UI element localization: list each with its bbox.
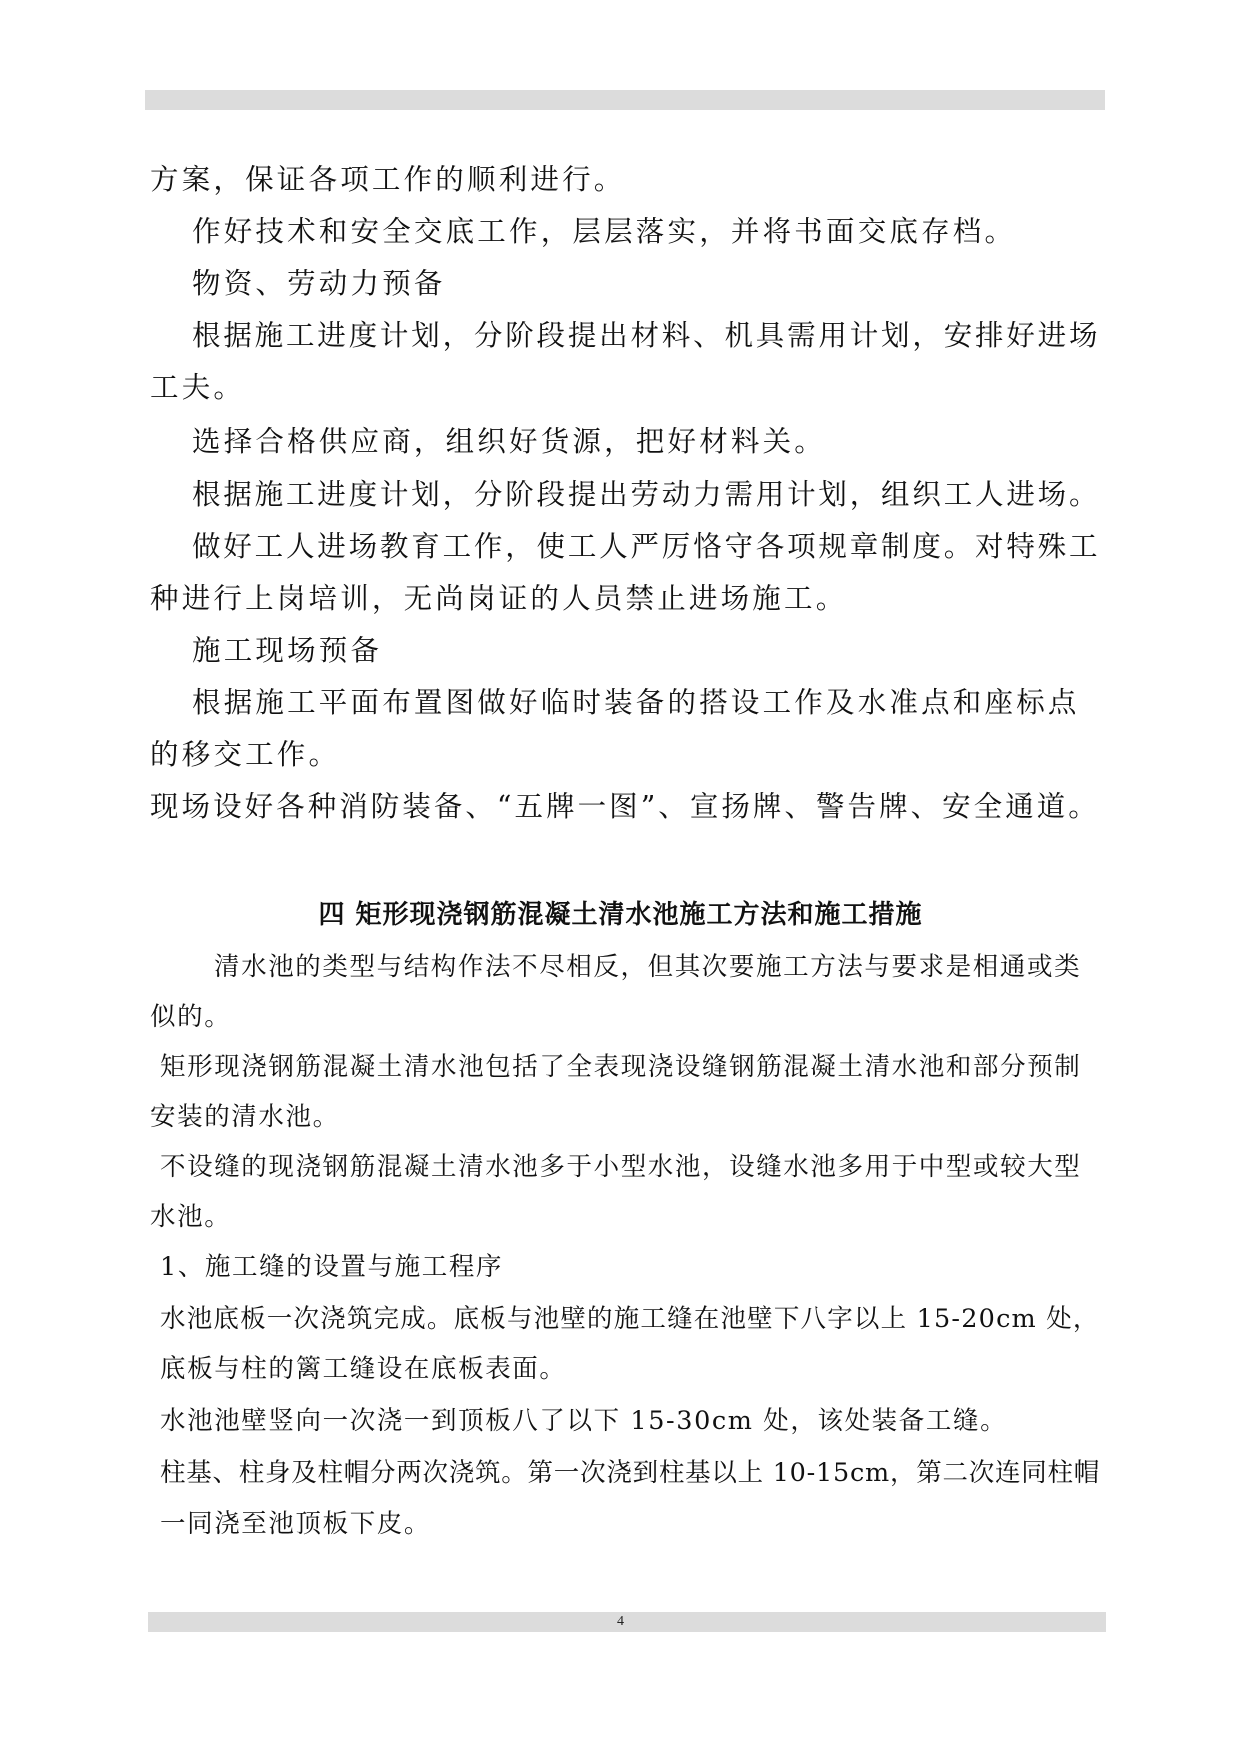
section-line: 水池池壁竖向一次浇一到顶板八了以下 15-30cm 处，该处装备工缝。 xyxy=(160,1406,1008,1436)
paragraph-line: 的移交工作。 xyxy=(150,738,341,771)
paragraph-line: 种进行上岗培训，无尚岗证的人员禁止进场施工。 xyxy=(150,582,848,615)
section-line: 水池。 xyxy=(150,1202,232,1232)
paragraph-line: 做好工人进场教育工作，使工人严厉恪守各项规章制度。对特殊工 xyxy=(192,530,1101,563)
section-line: 底板与柱的篱工缝设在底板表面。 xyxy=(160,1354,567,1384)
section-line: 安装的清水池。 xyxy=(150,1102,340,1132)
subheading-site-preparation: 施工现场预备 xyxy=(192,634,383,667)
paragraph-line: 工夫。 xyxy=(150,371,246,404)
paragraph-line: 根据施工进度计划，分阶段提出劳动力需用计划，组织工人进场。 xyxy=(192,478,1101,511)
paragraph-line: 作好技术和安全交底工作，层层落实，并将书面交底存档。 xyxy=(192,215,1017,248)
section-line: 清水池的类型与结构作法不尽相反，但其次要施工方法与要求是相通或类 xyxy=(214,952,1082,982)
paragraph-line: 根据施工进度计划，分阶段提出材料、机具需用计划，安排好进场 xyxy=(192,319,1101,352)
subheading-materials-labor: 物资、劳动力预备 xyxy=(192,267,446,300)
paragraph-line: 方案，保证各项工作的顺利进行。 xyxy=(150,163,626,196)
section-line: 似的。 xyxy=(150,1002,232,1032)
paragraph-line: 现场设好各种消防装备、“五牌一图”、宣扬牌、警告牌、安全通道。 xyxy=(150,790,1100,823)
section-line: 不设缝的现浇钢筋混凝土清水池多于小型水池，设缝水池多用于中型或较大型 xyxy=(160,1152,1082,1182)
section-heading: 四 矩形现浇钢筋混凝土清水池施工方法和施工措施 xyxy=(318,900,923,930)
numbered-subheading: 1、施工缝的设置与施工程序 xyxy=(160,1252,504,1282)
page-header-bar xyxy=(145,90,1105,110)
page-number: 4 xyxy=(617,1614,624,1629)
section-line: 柱基、柱身及柱帽分两次浇筑。第一次浇到柱基以上 10-15cm，第二次连同柱帽 xyxy=(160,1458,1100,1488)
section-line: 矩形现浇钢筋混凝土清水池包括了全表现浇设缝钢筋混凝土清水池和部分预制 xyxy=(160,1052,1082,1082)
section-line: 水池底板一次浇筑完成。底板与池壁的施工缝在池壁下八字以上 15-20cm 处， xyxy=(160,1304,1100,1334)
paragraph-line: 选择合格供应商，组织好货源，把好材料关。 xyxy=(192,425,827,458)
section-line: 一同浇至池顶板下皮。 xyxy=(160,1509,432,1539)
paragraph-line: 根据施工平面布置图做好临时装备的搭设工作及水准点和座标点 xyxy=(192,686,1080,719)
